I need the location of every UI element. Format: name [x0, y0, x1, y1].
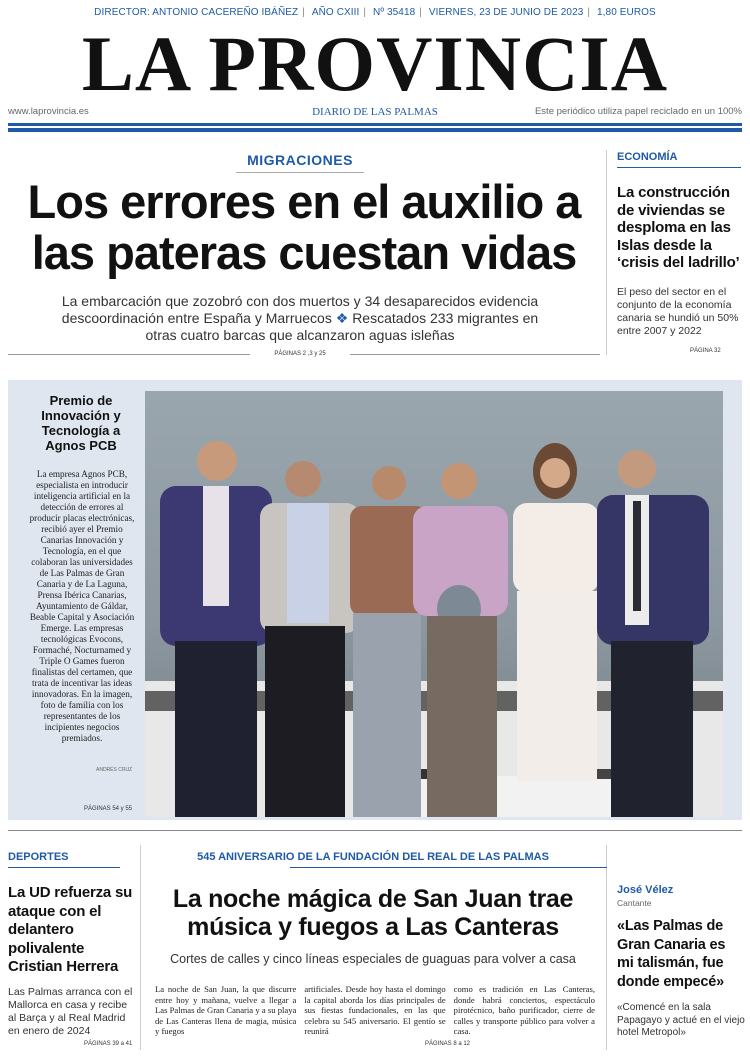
masthead-rule-thin [8, 123, 742, 126]
anniversary-body-columns [155, 984, 595, 1040]
issue-date: VIERNES, 23 DE JUNIO DE 2023 [428, 7, 584, 18]
tagline: DIARIO DE LAS PALMAS [312, 106, 438, 118]
interview-quote[interactable]: «Las Palmas de Gran Canaria es mi talismán, fue donde empecé» [617, 918, 726, 990]
anniversary-tag-underline [290, 867, 607, 868]
issue-number: Nº 35418 [373, 7, 416, 18]
anniversary-pages: PÁGINAS 8 a 12 [425, 1041, 471, 1047]
group-photo-illustration [145, 391, 723, 817]
sports-pages: PÁGINAS 39 a 41 [84, 1041, 133, 1047]
photo-feature-caption: La empresa Agnos PCB, especialista en introducir inteligencia artificial en la detección de errores al producir placas electrónicas, recibió ayer el Premio Canarias Innovación y Tecnología, en el que colaboran las universidades de Las Palmas de Gran Canaria y de La Laguna, Prensa Ibérica Canarias, Ayuntamiento de Gáldar, Beable Capital y Asociación Emerge. Las empresas tecnológicas Evocons, Formaché, Nocturnamed y Triple O Games fueron finalistas del certamen, que trata de incentivar las ideas innovadoras. En la imagen, foto de familia con los representantes de los incipientes negocios premiados. [29, 469, 135, 743]
interview-summary: «Comencé en la sala Papagayo y actué en el viejo hotel Metropol» [617, 1002, 745, 1038]
anniversary-column-2: artificiales. Desde hoy hasta el domingo la capital aborda los días principales de sus fiestas fundacionales, en las que celebra su 545 aniversario. El gentío se reunirá [304, 984, 446, 1036]
summary-part-b: Rescatados 233 migrantes en otras cuatro barcas que alcanzaron aguas isleñas [145, 310, 539, 343]
year-label: AÑO CXIII [311, 7, 360, 18]
interview-role: Cantante [617, 898, 652, 908]
economy-section-tag: ECONOMÍA [617, 151, 678, 163]
masthead-rule-thick [8, 128, 742, 132]
column-separator [606, 150, 607, 355]
economy-tag-underline [617, 167, 741, 168]
photo-feature-title[interactable]: Premio de Innovación y Tecnología a Agnos PCB [41, 393, 121, 453]
issue-price: 1,80 EUROS [597, 7, 656, 18]
anniversary-section-tag: 545 ANIVERSARIO DE LA FUNDACIÓN DEL REAL DE LAS PALMAS [197, 851, 549, 863]
anniversary-headline[interactable]: La noche mágica de San Juan trae música y fuegos a Las Canteras [172, 885, 574, 941]
column-separator-left [140, 845, 141, 1050]
bottom-section-rule [8, 830, 742, 831]
newspaper-logo: LA PROVINCIA [81, 20, 669, 107]
photo-credit: ANDRÉS CRUZ [96, 767, 133, 773]
anniversary-column-1: La noche de San Juan, la que discurre entre hoy y mañana, vuelve a llegar a Las Palmas de Gran Canaria y a su playa de Las Canteras llena de magia, música y fuegos [155, 984, 297, 1036]
main-headline[interactable]: Los errores en el auxilio a las pateras cuestan vidas [27, 175, 581, 279]
anniversary-subhead: Cortes de calles y cinco líneas especiales de guaguas para volver a casa [170, 952, 576, 966]
photo-feature-pages: PÁGINAS 54 y 55 [84, 806, 133, 812]
diamond-bullet-icon: ❖ [335, 310, 349, 326]
website-link[interactable]: www.laprovincia.es [8, 106, 89, 117]
group-photo [145, 391, 723, 817]
economy-headline[interactable]: La construcción de viviendas se desploma en las Islas desde la ‘crisis del ladrillo’ [617, 184, 740, 271]
sports-headline[interactable]: La UD refuerza su ataque con el delantero polivalente Cristian Herrera [8, 884, 133, 975]
column-separator-right [606, 845, 607, 1050]
kicker-underline [236, 172, 364, 173]
recycled-note: Este periódico utiliza papel reciclado en un 100% [534, 106, 742, 117]
main-summary [60, 293, 540, 344]
economy-pages: PÁGINA 32 [690, 348, 721, 354]
main-story-pages: PÁGINAS 2 ,3 y 25 [250, 351, 350, 357]
summary-part-a: La embarcación que zozobró con dos muertos y 34 desaparecidos evidencia descoordinación entre España y Marruecos [61, 293, 539, 326]
director-label: DIRECTOR: ANTONIO CACEREÑO IBÁÑEZ [94, 7, 299, 18]
interview-name: José Vélez [617, 884, 674, 896]
masthead-topline: DIRECTOR: ANTONIO CACEREÑO IBÁÑEZ | AÑO CXIII | Nº 35418 | VIERNES, 23 DE JUNIO DE 2023 | 1,80 EUROS [0, 7, 750, 18]
main-story-kicker: MIGRACIONES [247, 152, 353, 168]
sports-section-tag: DEPORTES [8, 851, 69, 863]
economy-summary: El peso del sector en el conjunto de la economía canaria se hundió un 50% entre 2007 y 2022 [617, 286, 739, 337]
sports-summary: Las Palmas arranca con el Mallorca en casa y recibe al Barça y al Real Madrid en enero de 2024 [8, 986, 133, 1037]
anniversary-column-3: como es tradición en Las Canteras, donde habrá conciertos, espectáculo pirotécnico, baño purificador, cierre de calles y transporte público para volver a casa. [453, 984, 595, 1036]
masthead-subline [8, 106, 742, 120]
sports-tag-underline [8, 867, 120, 868]
